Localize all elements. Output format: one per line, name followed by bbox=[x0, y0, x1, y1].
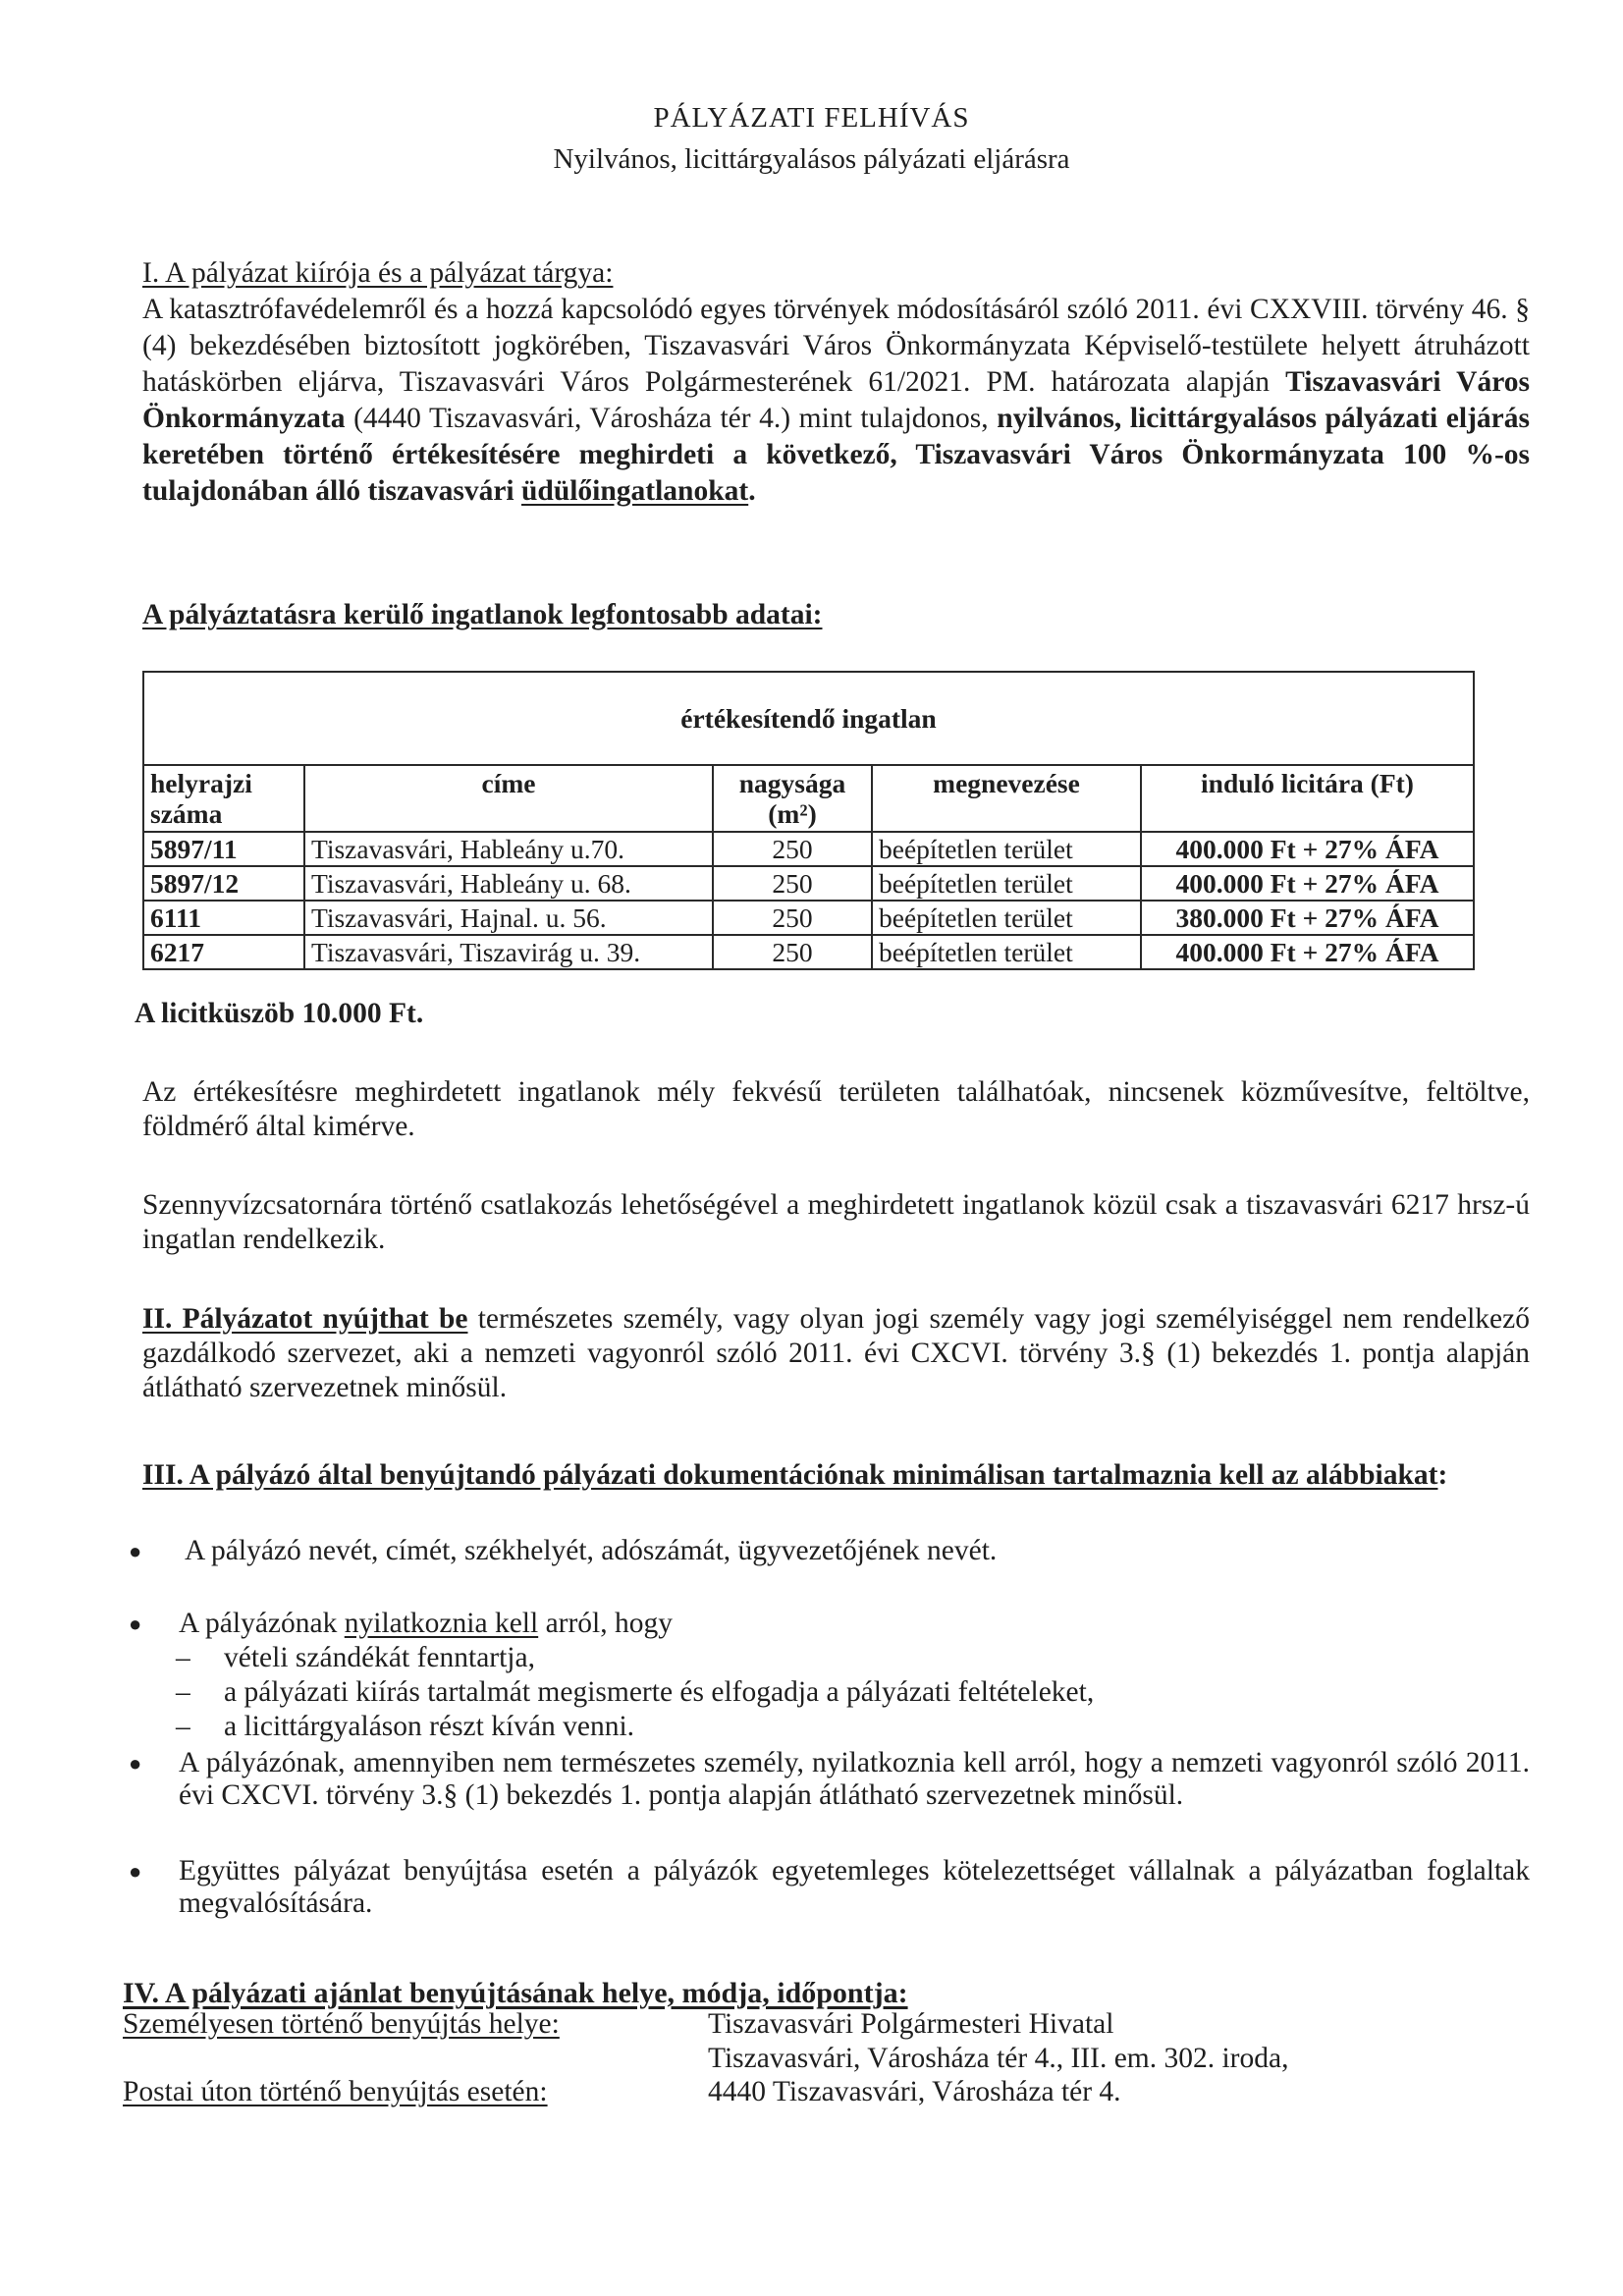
bullet-text: A pályázónak bbox=[179, 1608, 345, 1639]
section-2-text: természetes személy, vagy olyan jogi személy vagy jogi személyiséggel nem rendelkező gazdálkodó szervezet, aki a nemzeti vagyonról szóló 2011. évi CXCVI. törvény 3.§ (1) bekezdés 1. pontja alapján átlátható szervezetnek minősül. bbox=[142, 1303, 1530, 1403]
table-caption-row bbox=[143, 672, 1474, 765]
col-header-hrsz: helyrajzi száma bbox=[143, 765, 304, 832]
table-header-row bbox=[143, 765, 1474, 832]
cell-nagysag: 250 bbox=[713, 832, 872, 866]
col-header-ar: induló licitára (Ft) bbox=[1141, 765, 1474, 832]
cell-nagysag: 250 bbox=[713, 866, 872, 901]
bullet-icon: ● bbox=[129, 1612, 142, 1636]
cell-megnevezes: beépítetlen terület bbox=[872, 866, 1141, 901]
section-4-heading bbox=[123, 1977, 908, 2010]
table-row bbox=[143, 832, 1474, 866]
cell-megnevezes: beépítetlen terület bbox=[872, 935, 1141, 969]
table-row bbox=[143, 901, 1474, 935]
col-header-cim: címe bbox=[304, 765, 713, 832]
cell-ar: 380.000 Ft + 27% ÁFA bbox=[1141, 901, 1474, 935]
bullet-text: A pályázó nevét, címét, székhelyét, adószámát, ügyvezetőjének nevét. bbox=[185, 1535, 998, 1566]
delivery-value-personal-address: Tiszavasvári, Városháza tér 4., III. em. 302. iroda, bbox=[708, 2043, 1289, 2074]
property-table bbox=[142, 671, 1475, 970]
dash-icon: – bbox=[176, 1642, 190, 1673]
cell-hrsz: 6217 bbox=[143, 935, 304, 969]
paragraph-szennyviz: Szennyvízcsatornára történő csatlakozás lehetőségével a meghirdetett ingatlanok közül csak a tiszavasvári 6217 hrsz-ú ingatlan rendelkezik. bbox=[142, 1189, 1530, 1255]
document-title: PÁLYÁZATI FELHÍVÁS bbox=[653, 102, 970, 134]
section-4-heading-text: IV. A pályázati ajánlat benyújtásának helye, módja, időpontja: bbox=[123, 1977, 908, 2009]
cell-ar: 400.000 Ft + 27% ÁFA bbox=[1141, 832, 1474, 866]
delivery-label-personal bbox=[123, 2008, 560, 2041]
dash-text: vételi szándékát fenntartja, bbox=[224, 1642, 535, 1673]
section-2-heading: II. Pályázatot nyújthat be bbox=[142, 1303, 468, 1335]
cell-cim: Tiszavasvári, Hableány u.70. bbox=[304, 832, 713, 866]
delivery-value-personal: Tiszavasvári Polgármesteri Hivatal bbox=[708, 2008, 1114, 2040]
paragraph-melyfekvesu: Az értékesítésre meghirdetett ingatlanok mély fekvésű területen találhatóak, nincsenek közművesítve, feltöltve, földmérő által kimérve. bbox=[142, 1076, 1530, 1142]
section-1-text-c: (4440 Tiszavasvári, Városháza tér 4.) mint tulajdonos, bbox=[345, 403, 998, 434]
dash-text: a pályázati kiírás tartalmát megismerte és elfogadja a pályázati feltételeket, bbox=[224, 1676, 1095, 1708]
bullet-icon: ● bbox=[129, 1751, 142, 1776]
table-caption: értékesítendő ingatlan bbox=[143, 672, 1474, 765]
cell-nagysag: 250 bbox=[713, 901, 872, 935]
cell-cim: Tiszavasvári, Hajnal. u. 56. bbox=[304, 901, 713, 935]
table-heading bbox=[142, 599, 823, 631]
bullet-icon: ● bbox=[129, 1859, 142, 1884]
section-2 bbox=[142, 1302, 1530, 1405]
delivery-value-postal: 4440 Tiszavasvári, Városháza tér 4. bbox=[708, 2076, 1121, 2107]
section-3-heading-colon: : bbox=[1437, 1459, 1448, 1491]
cell-megnevezes: beépítetlen terület bbox=[872, 901, 1141, 935]
section-1-owner-name: Tiszavasvári Város Önkormányzata bbox=[142, 366, 1530, 434]
dash-icon: – bbox=[176, 1676, 190, 1708]
delivery-label-personal-text: Személyesen történő benyújtás helye: bbox=[123, 2008, 560, 2040]
cell-cim: Tiszavasvári, Hableány u. 68. bbox=[304, 866, 713, 901]
cell-hrsz: 5897/12 bbox=[143, 866, 304, 901]
section-1-text-a: A katasztrófavédelemről és a hozzá kapcsolódó egyes törvények módosításáról szóló 2011. évi CXXVIII. törvény 46. § (4) bekezdésében biztosított jogkörében, Tiszavasvári Város Önkormányzata Képviselő-testülete helyett átruházott hatáskörben eljárva, Tiszavasvári Város Polgármesterének 61/2021. PM. határozata alapján bbox=[142, 294, 1530, 398]
bullet-text-underlined: nyilatkoznia kell bbox=[344, 1608, 539, 1639]
cell-nagysag: 250 bbox=[713, 935, 872, 969]
cell-cim: Tiszavasvári, Tiszavirág u. 39. bbox=[304, 935, 713, 969]
cell-hrsz: 5897/11 bbox=[143, 832, 304, 866]
cell-hrsz: 6111 bbox=[143, 901, 304, 935]
section-1-text-e: üdülőingatlanokat bbox=[521, 475, 749, 507]
section-1-text-d: nyilvános, licittárgyalásos pályázati eljárás keretében történő értékesítésére meghirdeti a következő, Tiszavasvári Város Önkormányzata 100 %-os tulajdonában álló tiszavasvári bbox=[142, 403, 1530, 507]
bullet-text: A pályázónak, amennyiben nem természetes személy, nyilatkoznia kell arról, hogy a nemzeti vagyonról szóló 2011. évi CXCVI. törvény 3.§ (1) bekezdés 1. pontja alapján átlátható szervezetnek minősül. bbox=[179, 1747, 1530, 1811]
dash-text: a licittárgyaláson részt kíván venni. bbox=[224, 1711, 635, 1742]
section-1-heading: I. A pályázat kiírója és a pályázat tárgya: bbox=[142, 257, 614, 289]
bullet-icon: ● bbox=[129, 1539, 142, 1563]
licitkuszob: A licitküszöb 10.000 Ft. bbox=[135, 998, 424, 1029]
cell-megnevezes: beépítetlen terület bbox=[872, 832, 1141, 866]
section-3-heading-text: III. A pályázó által benyújtandó pályázati dokumentációnak minimálisan tartalmaznia kell az alábbiakat bbox=[142, 1459, 1438, 1491]
col-header-nagysag: nagysága (m²) bbox=[713, 765, 872, 832]
bullet-text: arról, hogy bbox=[538, 1608, 673, 1639]
dash-icon: – bbox=[176, 1711, 190, 1742]
section-3-heading bbox=[142, 1459, 1530, 1492]
table-row bbox=[143, 866, 1474, 901]
delivery-label-postal bbox=[123, 2076, 548, 2108]
bullet-text: Együttes pályázat benyújtása esetén a pályázók egyetemleges kötelezettséget vállalnak a pályázatban foglaltak megvalósítására. bbox=[179, 1855, 1530, 1919]
section-1-text-f: . bbox=[748, 475, 756, 507]
table-row bbox=[143, 935, 1474, 969]
col-header-megnevezes: megnevezése bbox=[872, 765, 1141, 832]
delivery-label-postal-text: Postai úton történő benyújtás esetén: bbox=[123, 2076, 548, 2107]
section-1 bbox=[142, 255, 1530, 510]
cell-ar: 400.000 Ft + 27% ÁFA bbox=[1141, 935, 1474, 969]
cell-ar: 400.000 Ft + 27% ÁFA bbox=[1141, 866, 1474, 901]
section-1-paragraph bbox=[142, 292, 1530, 510]
table-heading-text: A pályáztatásra kerülő ingatlanok legfontosabb adatai: bbox=[142, 599, 823, 630]
document-subtitle: Nyilvános, licittárgyalásos pályázati eljárásra bbox=[553, 143, 1070, 175]
